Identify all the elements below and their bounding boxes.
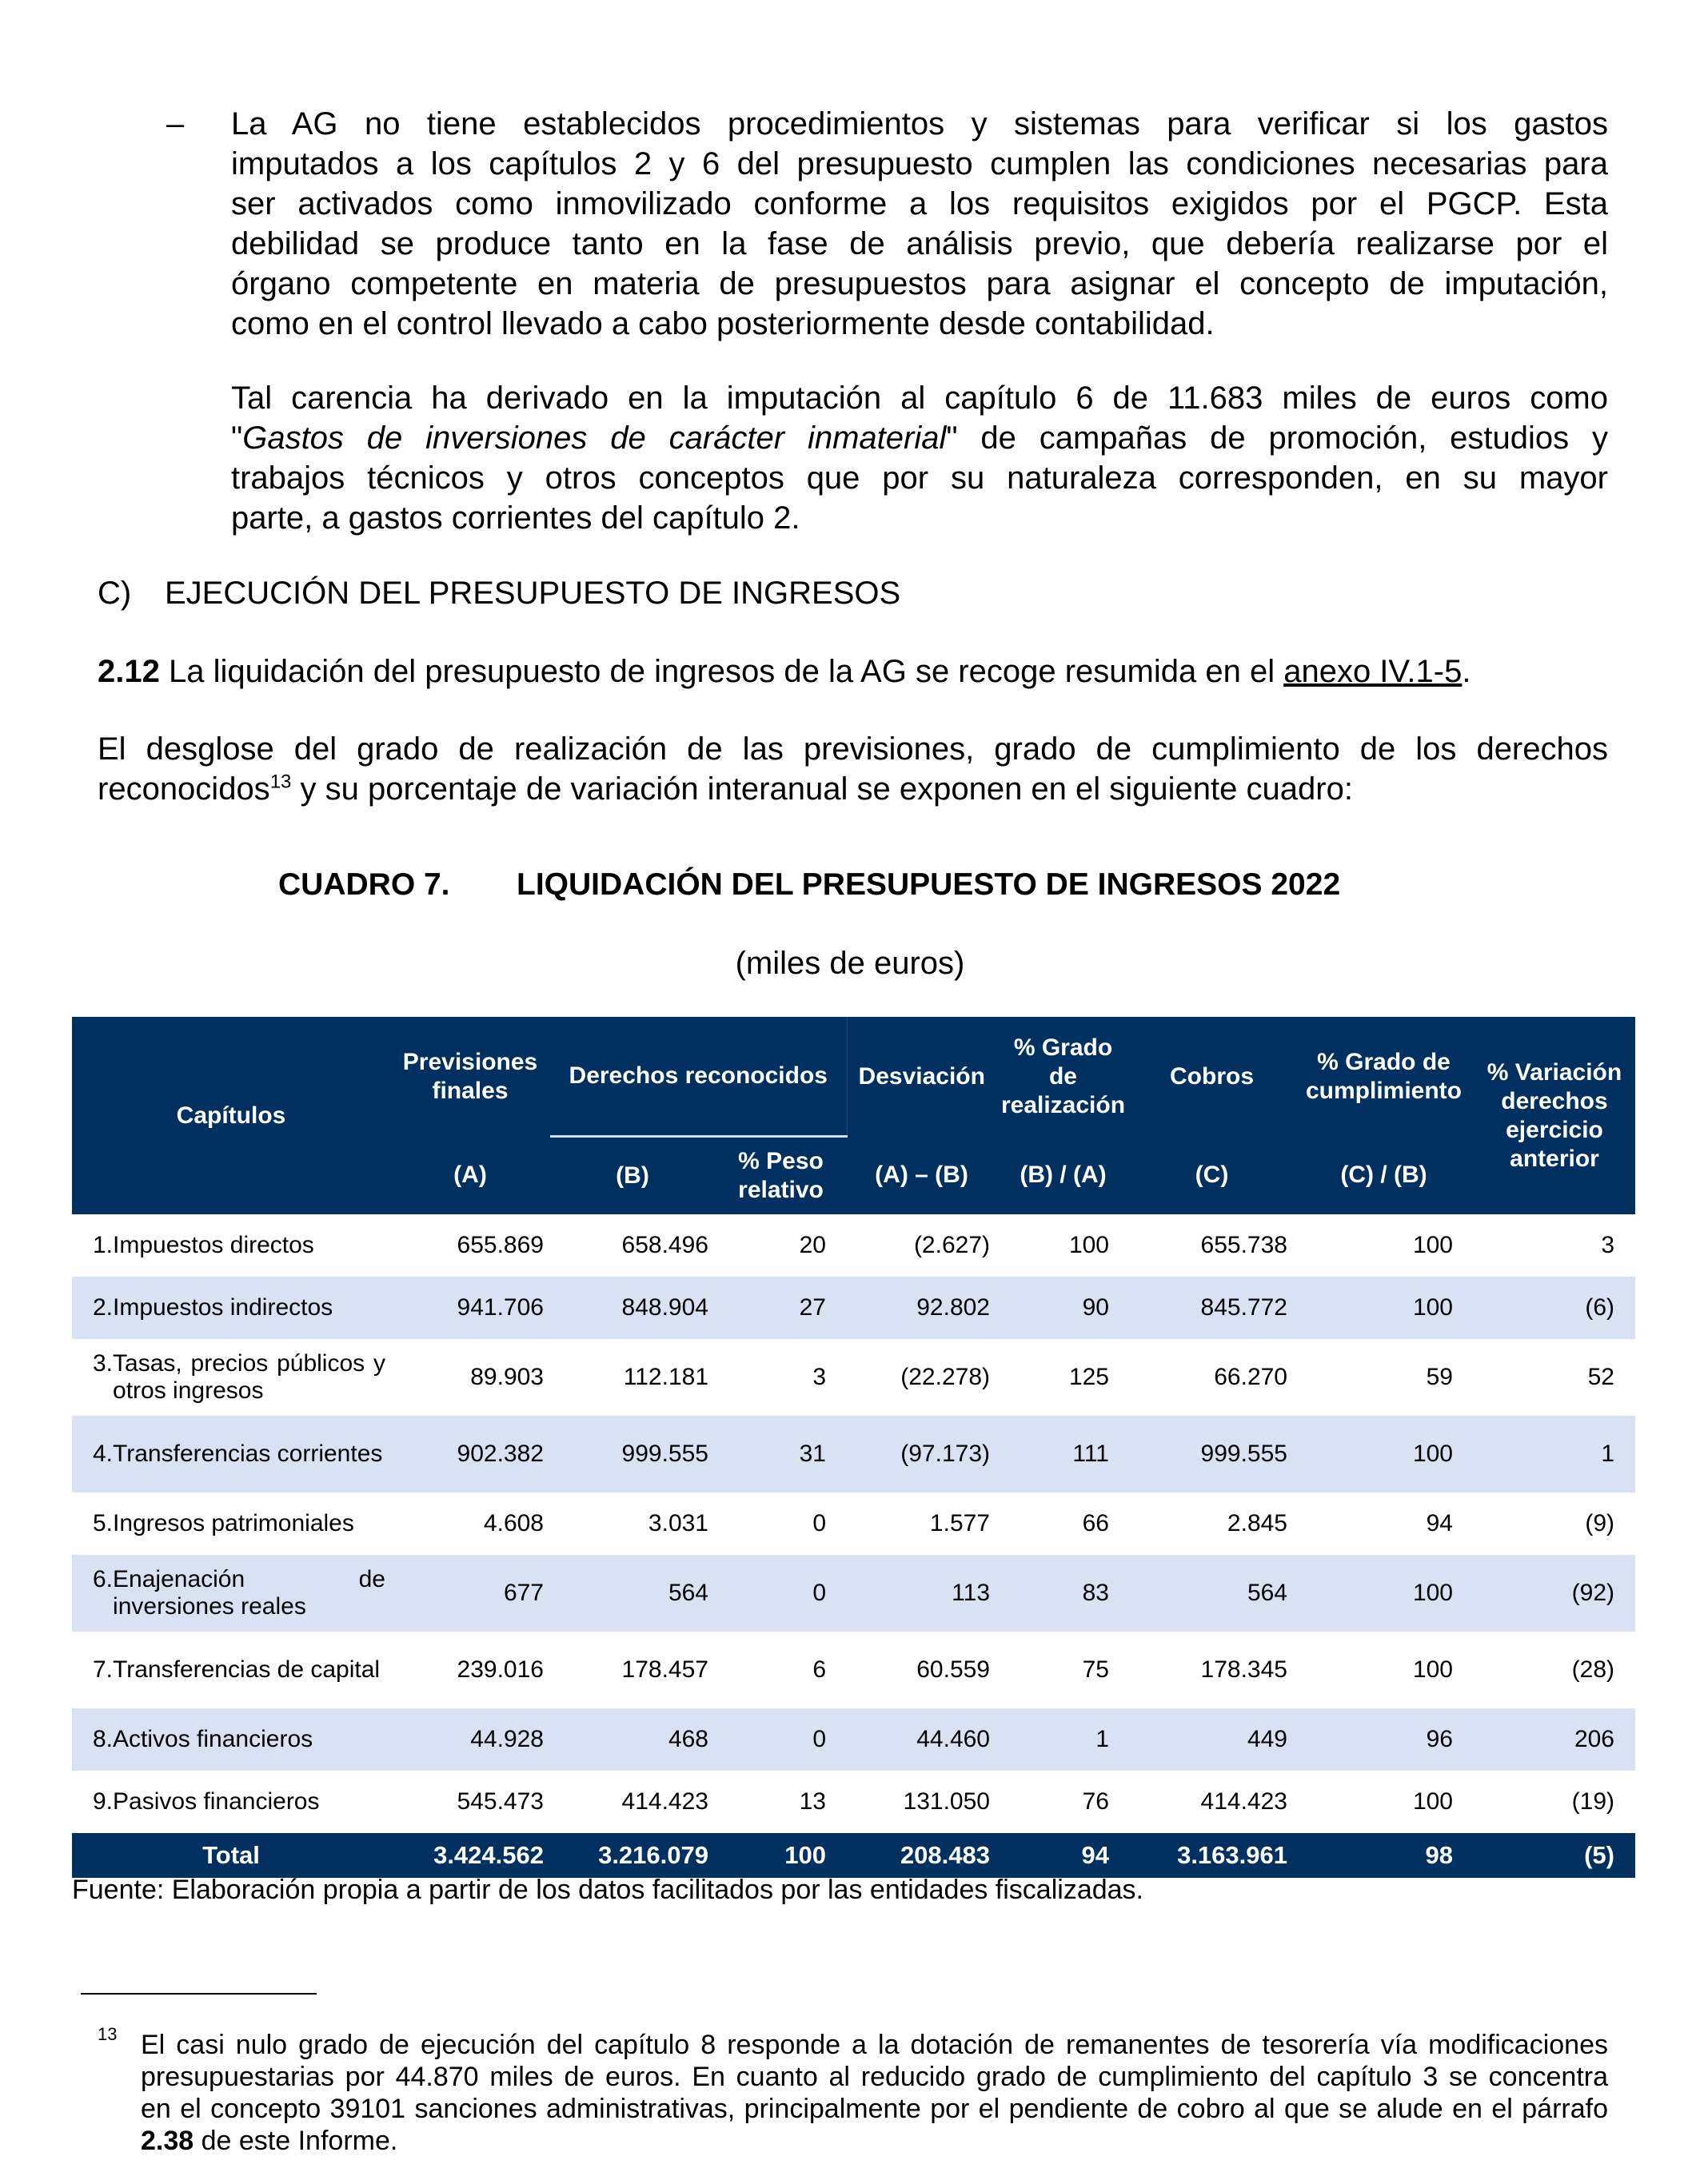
chapter-label: Impuestos directos [113, 1232, 314, 1258]
table-row [72, 1416, 1635, 1493]
text-line: en el concepto 39101 sanciones administrativas, principalmente por el pendiente de cobro al que se alude en el párrafo [141, 2094, 1608, 2124]
chapter-label: Impuestos indirectos [113, 1294, 333, 1321]
cell-previsiones: 941.706 [390, 1277, 550, 1339]
text-line: El desglose del grado de realización de las previsiones, grado de cumplimiento de los derechos [98, 731, 1608, 767]
cell-cumplimiento: 100 [1412, 1656, 1453, 1683]
cell-cumplimiento: 96 [1294, 1708, 1474, 1771]
paragraph-text: La liquidación del presupuesto de ingresos de la AG se recoge resumida en el [159, 654, 1284, 689]
chapter-number: 4. [93, 1441, 114, 1467]
cell-cumplimiento: 59 [1426, 1364, 1453, 1390]
text-line: Tal carencia ha derivado en la imputación al capítulo 6 de 11.683 miles de euros como [231, 381, 1608, 416]
header-variacion: % Variación derechos ejercicio anterior [1474, 1017, 1635, 1214]
chapter-number: 9. [93, 1788, 114, 1815]
paragraph-procedures [231, 104, 1608, 344]
text-line: trabajos técnicos y otros conceptos que por su naturaleza corresponden, en su mayor [231, 460, 1608, 496]
text-line: como en el control llevado a cabo posteriormente desde contabilidad. [231, 306, 1215, 341]
source-note: Fuente: Elaboración propia a partir de los datos facilitados por las entidades fiscalizadas. [72, 1875, 1143, 1905]
annex-link[interactable]: anexo IV.1-5 [1283, 654, 1463, 689]
cell-cobros: 564 [1130, 1555, 1294, 1632]
cell-previsiones: 545.473 [457, 1788, 544, 1815]
text-line: imputados a los capítulos 2 y 6 del presupuesto cumplen las condiciones necesarias para [231, 146, 1608, 181]
table-title [278, 865, 1340, 905]
cell-capitulo [72, 1277, 390, 1339]
cell-realizacion: 66 [1082, 1510, 1109, 1536]
table-row [72, 1277, 1635, 1339]
cell-peso: 0 [715, 1708, 847, 1771]
total-cobros: 3.163.961 [1130, 1833, 1294, 1878]
cell-desviacion: 44.460 [847, 1708, 996, 1771]
paragraph-2-12 [98, 652, 1471, 691]
cell-desviacion: 131.050 [903, 1788, 990, 1815]
cell-desviacion: (2.627) [913, 1232, 990, 1258]
header-derechos: Derechos reconocidos [550, 1017, 847, 1137]
cell-variacion: 1 [1474, 1416, 1635, 1493]
table-body [72, 1214, 1635, 1833]
subheader-a-minus-b: (A) – (B) [847, 1137, 996, 1215]
cell-previsiones: 89.903 [470, 1364, 544, 1390]
cell-derechos: 658.496 [621, 1232, 708, 1258]
section-title: EJECUCIÓN DEL PRESUPUESTO DE INGRESOS [165, 576, 901, 611]
text-line [141, 2125, 1608, 2157]
text-line: El casi nulo grado de ejecución del capítulo 8 responde a la dotación de remanentes de tesorería vía modificaciones [141, 2030, 1608, 2060]
chapter-label: Tasas, precios públicos y otros ingresos [113, 1350, 385, 1404]
text-line: ser activados como inmovilizado conforme a los requisitos exigidos por el PGCP. Esta [231, 186, 1608, 221]
cell-capitulo [72, 1555, 390, 1632]
text-fragment: " de campañas de promoción, estudios y [946, 420, 1608, 456]
text-line: parte, a gastos corrientes del capítulo 2. [231, 500, 800, 536]
cell-peso: 0 [715, 1555, 847, 1632]
cell-capitulo [72, 1214, 390, 1277]
total-peso: 100 [715, 1833, 847, 1878]
cell-derechos: 999.555 [550, 1416, 715, 1493]
cell-derechos: 468 [550, 1708, 715, 1771]
table-row [72, 1555, 1635, 1632]
total-variacion: (5) [1474, 1833, 1635, 1878]
cell-cobros: 655.738 [1200, 1232, 1287, 1258]
cell-peso: 20 [799, 1232, 826, 1258]
cell-derechos: 848.904 [550, 1277, 715, 1339]
cell-derechos: 112.181 [623, 1364, 708, 1390]
cell-desviacion: 60.559 [916, 1656, 990, 1683]
chapter-label: Transferencias de capital [113, 1656, 381, 1683]
cell-realizacion: 111 [996, 1416, 1130, 1493]
text-line: presupuestarias por 44.870 miles de euros. En cuanto al reducido grado de cumplimiento del capítulo 3 se concentra [141, 2062, 1608, 2092]
total-row [72, 1833, 1635, 1878]
table-row [72, 1708, 1635, 1771]
cell-cobros: 66.270 [1214, 1364, 1287, 1390]
cell-peso: 13 [799, 1788, 826, 1815]
cell-cobros: 449 [1130, 1708, 1294, 1771]
cell-cumplimiento: 94 [1426, 1510, 1453, 1536]
subheader-a: (A) [390, 1137, 550, 1215]
cell-realizacion: 90 [996, 1277, 1130, 1339]
chapter-label: Transferencias corrientes [113, 1441, 383, 1467]
cell-realizacion: 125 [1068, 1364, 1109, 1390]
cell-peso: 0 [812, 1510, 826, 1536]
cell-peso: 31 [715, 1416, 847, 1493]
cell-peso: 6 [812, 1656, 826, 1683]
subheader-b: (B) [550, 1137, 715, 1215]
total-cumplimiento: 98 [1294, 1833, 1474, 1878]
text-fragment: reconocidos [98, 771, 270, 807]
subheader-b-over-a: (B) / (A) [996, 1137, 1130, 1215]
total-label: Total [72, 1833, 390, 1878]
cell-variacion: 52 [1587, 1364, 1614, 1390]
cell-desviacion: 1.577 [929, 1510, 990, 1536]
period: . [1462, 654, 1471, 689]
total-realizacion: 94 [996, 1833, 1130, 1878]
chapter-number: 7. [93, 1656, 114, 1683]
cell-derechos: 178.457 [621, 1656, 708, 1683]
header-grado-realizacion: % Grado de realización [996, 1017, 1130, 1137]
table-title-text: LIQUIDACIÓN DEL PRESUPUESTO DE INGRESOS 2022 [517, 867, 1341, 902]
chapter-number: 2. [93, 1294, 114, 1321]
cell-variacion: 3 [1601, 1232, 1614, 1258]
cell-variacion: (92) [1474, 1555, 1635, 1632]
cell-realizacion: 100 [1068, 1232, 1109, 1258]
chapter-label: Activos financieros [113, 1726, 313, 1752]
cell-cumplimiento: 100 [1294, 1416, 1474, 1493]
header-cobros: Cobros [1130, 1017, 1294, 1137]
cell-variacion: (9) [1585, 1510, 1614, 1536]
header-desviacion: Desviación [847, 1017, 996, 1137]
cell-capitulo [72, 1708, 390, 1771]
text-fragment: y su porcentaje de variación interanual se exponen en el siguiente cuadro: [291, 771, 1353, 807]
header-previsiones: Previsiones finales [390, 1017, 550, 1137]
cell-desviacion: 113 [847, 1555, 996, 1632]
chapter-number: 1. [93, 1232, 114, 1258]
cell-realizacion: 76 [1082, 1788, 1109, 1815]
cell-realizacion: 75 [1082, 1656, 1109, 1683]
text-line: órgano competente en materia de presupuestos para asignar el concepto de imputación, [231, 266, 1608, 301]
cell-capitulo [72, 1632, 390, 1708]
cell-derechos: 414.423 [621, 1788, 708, 1815]
text-line: debilidad se produce tanto en la fase de análisis previo, que debería realizarse por el [231, 226, 1608, 261]
table-row [72, 1214, 1635, 1277]
quote-open: " [231, 420, 243, 456]
cell-cobros: 845.772 [1130, 1277, 1294, 1339]
cell-cobros: 999.555 [1130, 1416, 1294, 1493]
paragraph-desglose [98, 729, 1608, 809]
section-letter: C) [98, 576, 132, 611]
cell-previsiones: 44.928 [390, 1708, 550, 1771]
chapter-number: 6. [93, 1566, 114, 1592]
cell-desviacion: (22.278) [900, 1364, 990, 1390]
text-line: La AG no tiene establecidos procedimientos y sistemas para verificar si los gastos [231, 106, 1608, 141]
cell-previsiones: 4.608 [483, 1510, 544, 1536]
cell-cumplimiento: 100 [1412, 1232, 1453, 1258]
cell-previsiones: 902.382 [390, 1416, 550, 1493]
table-row [72, 1493, 1635, 1555]
cell-variacion: (28) [1571, 1656, 1614, 1683]
header-grado-cumplimiento: % Grado de cumplimiento [1294, 1017, 1474, 1137]
cell-capitulo [72, 1339, 390, 1416]
subheader-c-over-b: (C) / (B) [1294, 1137, 1474, 1215]
cell-realizacion: 83 [996, 1555, 1130, 1632]
cell-cobros: 2.845 [1227, 1510, 1287, 1536]
subheader-c: (C) [1130, 1137, 1294, 1215]
cell-previsiones: 655.869 [457, 1232, 544, 1258]
subheader-peso: % Peso relativo [715, 1137, 847, 1215]
table-subtitle: (miles de euros) [735, 946, 965, 981]
total-previsiones: 3.424.562 [390, 1833, 550, 1878]
cell-derechos: 3.031 [648, 1510, 708, 1536]
paragraph-carencia [231, 378, 1608, 538]
footnote-divider [81, 1993, 317, 1995]
cell-cumplimiento: 100 [1294, 1555, 1474, 1632]
cell-desviacion: 92.802 [847, 1277, 996, 1339]
table-row [72, 1339, 1635, 1416]
chapter-label: Pasivos financieros [113, 1788, 320, 1815]
chapter-number: 3. [93, 1350, 114, 1377]
text-fragment: de este Informe. [194, 2126, 398, 2156]
total-desviacion: 208.483 [847, 1833, 996, 1878]
cell-peso: 3 [812, 1364, 826, 1390]
footnote-text [141, 2029, 1608, 2157]
table-row [72, 1771, 1635, 1833]
budget-table [72, 1017, 1635, 1878]
chapter-number: 5. [93, 1510, 114, 1536]
cell-variacion: (6) [1474, 1277, 1635, 1339]
table-row [72, 1632, 1635, 1708]
cell-previsiones: 239.016 [457, 1656, 544, 1683]
italic-term: Gastos de inversiones de carácter inmaterial [242, 420, 947, 456]
chapter-number: 8. [93, 1726, 114, 1752]
cell-peso: 27 [715, 1277, 847, 1339]
chapter-label: Enajenación de inversiones reales [113, 1566, 385, 1620]
table-number: CUADRO 7. [278, 867, 450, 902]
cell-cumplimiento: 100 [1294, 1277, 1474, 1339]
cell-variacion: (19) [1571, 1788, 1614, 1815]
cell-cobros: 414.423 [1200, 1788, 1287, 1815]
cell-cobros: 178.345 [1200, 1656, 1287, 1683]
footnote-number: 13 [98, 2024, 118, 2044]
cell-capitulo [72, 1416, 390, 1493]
header-capitulos: Capítulos [72, 1017, 390, 1214]
cell-capitulo [72, 1493, 390, 1555]
section-heading-c [98, 573, 900, 613]
cell-cumplimiento: 100 [1412, 1788, 1453, 1815]
cell-realizacion: 1 [996, 1708, 1130, 1771]
text-line [98, 769, 1608, 809]
cell-variacion: 206 [1474, 1708, 1635, 1771]
bullet-dash: – [166, 106, 185, 141]
chapter-label: Ingresos patrimoniales [113, 1510, 354, 1536]
text-line [231, 418, 1608, 458]
footnote-reference[interactable]: 13 [269, 771, 292, 793]
total-derechos: 3.216.079 [550, 1833, 715, 1878]
cell-previsiones: 677 [390, 1555, 550, 1632]
cell-derechos: 564 [550, 1555, 715, 1632]
cell-capitulo [72, 1771, 390, 1833]
paragraph-reference: 2.38 [141, 2126, 194, 2156]
paragraph-number: 2.12 [98, 654, 160, 689]
cell-desviacion: (97.173) [847, 1416, 996, 1493]
